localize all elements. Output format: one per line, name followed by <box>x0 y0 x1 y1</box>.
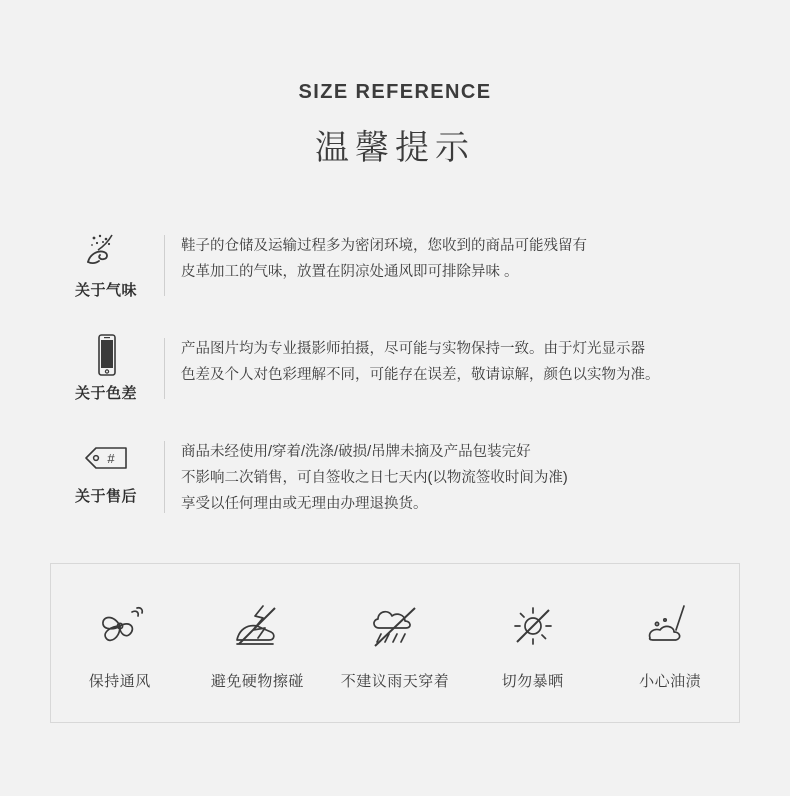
note-icon-column <box>52 437 160 506</box>
care-label: 小心油渍 <box>639 672 702 690</box>
care-item-no-rain <box>330 596 460 691</box>
page-title-chinese: 温馨提示 <box>315 129 475 167</box>
notes-section <box>0 231 790 517</box>
note-text <box>181 231 750 285</box>
note-item-aftersale <box>52 437 750 517</box>
note-item-color <box>52 334 750 403</box>
price-tag-icon <box>52 437 160 479</box>
note-text-line: 商品未经使用/穿着/洗涤/破损/吊牌未摘及产品包装完好 <box>181 443 531 460</box>
note-text-line: 产品图片均为专业摄影师拍摄，尽可能与实物保持一致。由于灯光显示器 <box>181 340 645 357</box>
care-label: 不建议雨天穿着 <box>340 672 450 690</box>
svg-text:#: # <box>107 450 115 466</box>
smell-icon <box>52 231 160 273</box>
page-title-english: SIZE REFERENCE <box>298 81 492 103</box>
no-rain-icon <box>330 596 460 654</box>
note-divider <box>164 338 165 399</box>
note-label: 关于色差 <box>74 384 137 402</box>
care-instructions-box <box>50 563 740 723</box>
no-scratch-icon <box>192 596 322 654</box>
care-label: 切勿暴晒 <box>501 672 564 690</box>
care-item-ventilation <box>55 596 185 691</box>
note-text <box>181 334 750 388</box>
note-divider <box>164 441 165 513</box>
care-label: 避免硬物擦碰 <box>210 672 304 690</box>
note-text-line: 不影响二次销售，可自签收之日七天内(以物流签收时间为准) <box>181 469 568 486</box>
note-text-line: 享受以任何理由或无理由办理退换货。 <box>181 495 428 512</box>
no-sun-icon <box>468 596 598 654</box>
note-item-smell <box>52 231 750 300</box>
note-icon-column <box>52 334 160 403</box>
care-item-oil-stain <box>605 596 735 691</box>
ventilation-fan-icon <box>55 596 185 654</box>
note-label: 关于售后 <box>74 487 137 505</box>
note-text <box>181 437 750 517</box>
care-item-no-scratch <box>192 596 322 691</box>
note-text-line: 色差及个人对色彩理解不同，可能存在误差，敬请谅解，颜色以实物为准。 <box>181 366 660 383</box>
care-label: 保持通风 <box>88 672 151 690</box>
oil-stain-icon <box>605 596 735 654</box>
note-text-line: 鞋子的仓储及运输过程多为密闭环境，您收到的商品可能残留有 <box>181 237 587 254</box>
phone-screen-icon <box>52 334 160 376</box>
note-divider <box>164 235 165 296</box>
care-item-no-sun <box>468 596 598 691</box>
note-icon-column <box>52 231 160 300</box>
note-text-line: 皮革加工的气味，放置在阴凉处通风即可排除异味 。 <box>181 263 519 280</box>
note-label: 关于气味 <box>74 281 137 299</box>
